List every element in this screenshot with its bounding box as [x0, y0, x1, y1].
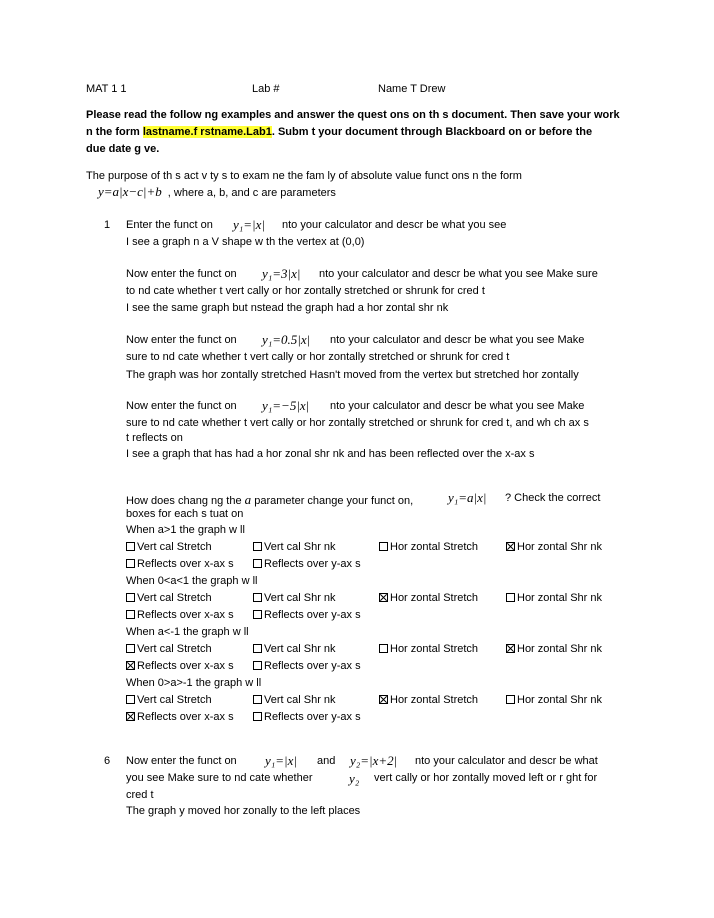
checkbox-icon[interactable]	[253, 695, 262, 704]
q6-line-3: cred t	[126, 789, 154, 801]
instructions-line-2	[86, 126, 592, 138]
option-label: Reflects over y-ax s	[264, 711, 361, 723]
q6-formula-1: y₁=|x|	[265, 753, 297, 768]
checkbox-icon[interactable]	[126, 695, 135, 704]
q1b-line-2: to nd cate whether t vert cally or hor zontally stretched or shrunk for cred t	[126, 285, 485, 297]
case-title: When 0>a>-1 the graph w ll	[126, 677, 262, 689]
q6-and: and	[317, 755, 336, 767]
q6-line-2-var: y₂	[349, 771, 360, 786]
instructions-line-3: due date g ve.	[86, 143, 160, 155]
q1a-formula: y₁=|x|	[233, 217, 265, 232]
question-number-6: 6	[104, 755, 111, 767]
checkbox-icon[interactable]	[126, 559, 135, 568]
q6-prompt: Now enter the funct on	[126, 755, 237, 767]
purpose-line-1: The purpose of th s act v ty s to exam ne the fam ly of absolute value funct ons n the form	[86, 170, 522, 182]
q1b-prompt-end: nto your calculator and descr be what you see Make sure	[319, 268, 598, 280]
option-vs[interactable]	[126, 643, 212, 655]
file-name-highlight: lastname.f rstname.Lab1	[142, 126, 272, 138]
purpose-line-2	[98, 184, 336, 200]
case-title: When 0<a<1 the graph w ll	[126, 575, 258, 587]
option-label: Hor zontal Stretch	[390, 694, 479, 706]
option-ry[interactable]	[253, 660, 361, 672]
option-label: Reflects over y-ax s	[264, 660, 361, 672]
option-label: Reflects over y-ax s	[264, 558, 361, 570]
option-label: Vert cal Stretch	[137, 643, 212, 655]
option-vs[interactable]	[126, 694, 212, 706]
option-label: Reflects over x-ax s	[137, 660, 234, 672]
option-hsh[interactable]	[506, 643, 602, 655]
option-ry[interactable]	[253, 609, 361, 621]
q1d-prompt: Now enter the funct on	[126, 400, 237, 412]
q6-answer: The graph y moved hor zonally to the left places	[126, 805, 361, 817]
checkbox-icon[interactable]	[379, 644, 388, 653]
option-label: Reflects over x-ax s	[137, 711, 234, 723]
checked-box-icon[interactable]	[126, 661, 135, 670]
option-hs[interactable]	[379, 694, 478, 706]
option-vs[interactable]	[126, 592, 212, 604]
option-label: Reflects over x-ax s	[137, 609, 234, 621]
q1a-prompt-end: nto your calculator and descr be what you see	[282, 219, 507, 231]
q1b-answer: I see the same graph but nstead the graph had a hor zontal shr nk	[126, 302, 449, 314]
student-name: Name T Drew	[378, 83, 446, 95]
lab-label: Lab #	[252, 83, 280, 95]
option-vsh[interactable]	[253, 694, 336, 706]
q1d-answer: I see a graph that has had a hor zonal shr nk and has been reflected over the x-ax s	[126, 448, 535, 460]
checkbox-icon[interactable]	[253, 644, 262, 653]
checkbox-icon[interactable]	[253, 593, 262, 602]
q1d-prompt-end: nto your calculator and descr be what you see Make	[330, 400, 585, 412]
checkbox-icon[interactable]	[506, 695, 515, 704]
option-ry[interactable]	[253, 711, 361, 723]
case-title: When a<-1 the graph w ll	[126, 626, 249, 638]
option-label: Vert cal Stretch	[137, 694, 212, 706]
option-rx[interactable]	[126, 558, 234, 570]
q6-formula-2: y₂=|x+2|	[350, 753, 398, 768]
option-label: Hor zontal Shr nk	[517, 541, 602, 553]
q1d-formula: y₁=−5|x|	[262, 398, 310, 413]
option-hsh[interactable]	[506, 694, 602, 706]
instructions-line-2-pre: n the form	[86, 126, 143, 138]
option-label: Hor zontal Stretch	[390, 592, 479, 604]
option-vsh[interactable]	[253, 643, 336, 655]
checks-formula: y₁=a|x|	[448, 490, 487, 505]
option-label: Hor zontal Shr nk	[517, 694, 602, 706]
q1c-prompt: Now enter the funct on	[126, 334, 237, 346]
checkbox-icon[interactable]	[253, 542, 262, 551]
checks-question-end: ? Check the correct	[505, 492, 601, 504]
question-number-1: 1	[104, 219, 111, 231]
option-ry[interactable]	[253, 558, 361, 570]
purpose-params: , where a, b, and c are parameters	[167, 187, 336, 199]
q1c-line-2: sure to nd cate whether t vert cally or hor zontally stretched or shrunk for cred t	[126, 351, 510, 363]
option-label: Vert cal Shr nk	[264, 694, 336, 706]
checks-question-pre: How does chang ng the	[126, 495, 242, 507]
checked-box-icon[interactable]	[506, 542, 515, 551]
option-vs[interactable]	[126, 541, 212, 553]
option-label: Vert cal Shr nk	[264, 592, 336, 604]
course-label: MAT 1 1	[86, 83, 127, 95]
checkbox-icon[interactable]	[126, 610, 135, 619]
checks-question	[126, 492, 413, 508]
option-label: Hor zontal Stretch	[390, 541, 479, 553]
option-vsh[interactable]	[253, 541, 336, 553]
option-label: Reflects over x-ax s	[137, 558, 234, 570]
option-hs[interactable]	[379, 643, 478, 655]
option-hsh[interactable]	[506, 592, 602, 604]
q6-prompt-end: nto your calculator and descr be what	[415, 755, 598, 767]
purpose-formula: y=a|x−c|+b	[98, 184, 162, 199]
checked-box-icon[interactable]	[379, 695, 388, 704]
checks-question-mid: parameter change your funct on,	[254, 495, 414, 507]
checkbox-icon[interactable]	[253, 712, 262, 721]
q1b-formula: y₁=3|x|	[262, 266, 301, 281]
checkbox-icon[interactable]	[253, 661, 262, 670]
option-label: Hor zontal Shr nk	[517, 592, 602, 604]
option-label: Reflects over y-ax s	[264, 609, 361, 621]
q6-line-2-post: vert cally or hor zontally moved left or r ght for	[374, 772, 598, 784]
q6-line-2-pre: you see Make sure to nd cate whether	[126, 772, 313, 784]
option-vsh[interactable]	[253, 592, 336, 604]
option-hs[interactable]	[379, 592, 478, 604]
checkbox-icon[interactable]	[506, 593, 515, 602]
checked-box-icon[interactable]	[379, 593, 388, 602]
option-label: Hor zontal Shr nk	[517, 643, 602, 655]
q1c-formula: y₁=0.5|x|	[262, 332, 311, 347]
option-label: Vert cal Shr nk	[264, 643, 336, 655]
option-rx[interactable]	[126, 609, 234, 621]
option-rx[interactable]	[126, 660, 234, 672]
q1d-line-3: t reflects on	[126, 432, 183, 444]
checked-box-icon[interactable]	[506, 644, 515, 653]
checks-question-line-2: boxes for each s tuat on	[126, 508, 244, 520]
q1b-prompt: Now enter the funct on	[126, 268, 237, 280]
checks-question-var: a	[244, 492, 252, 507]
option-hsh[interactable]	[506, 541, 602, 553]
checkbox-icon[interactable]	[126, 593, 135, 602]
option-hs[interactable]	[379, 541, 478, 553]
checkbox-icon[interactable]	[379, 542, 388, 551]
q1a-prompt: Enter the funct on	[126, 219, 213, 231]
checkbox-icon[interactable]	[253, 559, 262, 568]
case-title: When a>1 the graph w ll	[126, 524, 245, 536]
checkbox-icon[interactable]	[253, 610, 262, 619]
q1d-line-2: sure to nd cate whether t vert cally or hor zontally stretched or shrunk for cred t, and wh ch ax s	[126, 417, 589, 429]
option-label: Vert cal Shr nk	[264, 541, 336, 553]
option-label: Vert cal Stretch	[137, 541, 212, 553]
checkbox-icon[interactable]	[126, 644, 135, 653]
option-label: Vert cal Stretch	[137, 592, 212, 604]
q1c-answer: The graph was hor zontally stretched Hasn't moved from the vertex but stretched hor zontally	[126, 369, 579, 381]
option-label: Hor zontal Stretch	[390, 643, 479, 655]
instructions-line-1: Please read the follow ng examples and answer the quest ons on th s document. Then save your work	[86, 109, 620, 121]
instructions-line-2-post: . Subm t your document through Blackboard on or before the	[271, 126, 593, 138]
option-rx[interactable]	[126, 711, 234, 723]
checkbox-icon[interactable]	[126, 542, 135, 551]
q1a-answer: I see a graph n a V shape w th the vertex at (0,0)	[126, 236, 365, 248]
q1c-prompt-end: nto your calculator and descr be what you see Make	[330, 334, 585, 346]
checked-box-icon[interactable]	[126, 712, 135, 721]
